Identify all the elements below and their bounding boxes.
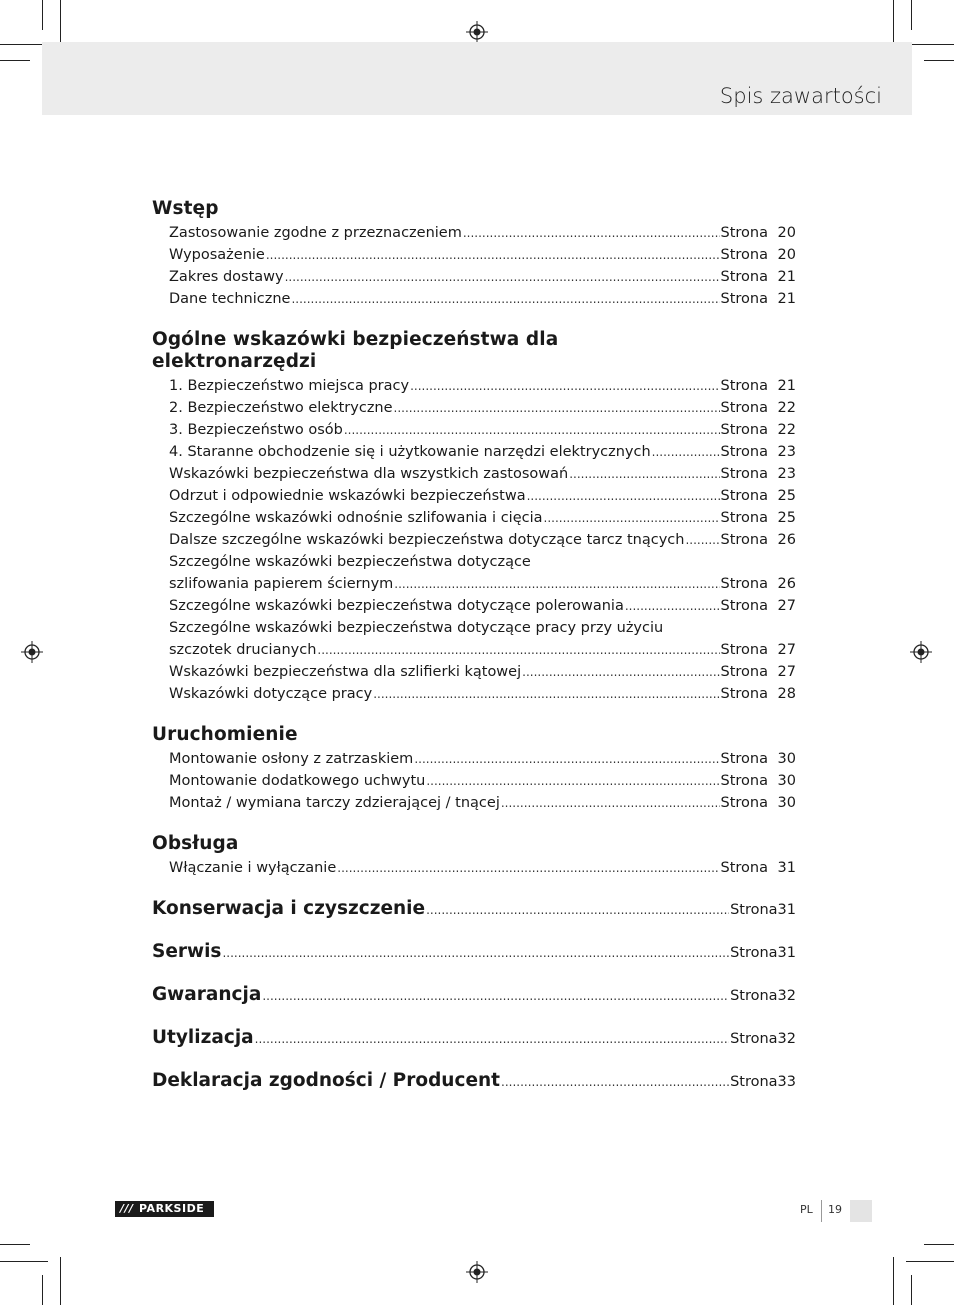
- toc-entry[interactable]: [152, 266, 796, 288]
- page-label: Strona: [720, 400, 768, 416]
- toc-entry[interactable]: [152, 222, 796, 244]
- page-number: 31: [777, 860, 796, 876]
- crop-mark: [60, 0, 61, 48]
- page-label: Strona: [720, 598, 768, 614]
- page-number-footer: 19: [828, 1203, 842, 1216]
- page-label: Strona: [720, 510, 768, 526]
- leader-dots: [344, 419, 720, 441]
- leader-dots: [501, 792, 720, 814]
- toc-entry[interactable]: [152, 507, 796, 529]
- toc-entry[interactable]: [152, 375, 796, 397]
- entry-title: Włączanie i wyłączanie: [169, 860, 337, 876]
- entry-title: 2. Bezpieczeństwo elektryczne: [169, 400, 393, 416]
- page-number: 31: [777, 902, 796, 918]
- page-number: 25: [777, 488, 796, 504]
- entry-title: Wskazówki bezpieczeństwa dla wszystkich zastosowań: [169, 466, 569, 482]
- crop-mark: [893, 1257, 894, 1305]
- leader-dots: [501, 1075, 729, 1089]
- toc-entry[interactable]: [152, 748, 796, 770]
- page-label: Strona: [720, 269, 768, 285]
- crop-mark: [0, 1244, 30, 1245]
- leader-dots: [522, 661, 719, 683]
- leader-dots: [291, 288, 719, 310]
- toc-section: [152, 198, 796, 310]
- page-label: Strona: [720, 795, 768, 811]
- page-title: Spis zawartości: [719, 84, 882, 108]
- entry-title: 1. Bezpieczeństwo miejsca pracy: [169, 378, 410, 394]
- language-code: PL: [800, 1203, 813, 1216]
- toc-section: [152, 329, 796, 705]
- page-number: 30: [777, 773, 796, 789]
- toc-heading-entry[interactable]: [152, 984, 796, 1006]
- entry-title: Szczególne wskazówki bezpieczeństwa dotyczące: [169, 554, 531, 570]
- page-number: 28: [777, 686, 796, 702]
- page-label: Strona: [730, 1074, 778, 1090]
- entry-title: Zakres dostawy: [169, 269, 284, 285]
- crop-mark: [42, 1275, 43, 1305]
- leader-dots: [463, 222, 720, 244]
- leader-dots: [262, 989, 729, 1003]
- page-label: Strona: [720, 422, 768, 438]
- toc-section: [152, 833, 796, 879]
- page-label: Strona: [720, 444, 768, 460]
- entry-title: Wskazówki dotyczące pracy: [169, 686, 373, 702]
- toc-entry[interactable]: [152, 792, 796, 814]
- leader-dots: [527, 485, 720, 507]
- page-label: Strona: [720, 773, 768, 789]
- toc-entry[interactable]: [152, 441, 796, 463]
- entry-title: Dalsze szczególne wskazówki bezpieczeństwa dotyczące tarcz tnących: [169, 532, 685, 548]
- toc-entry[interactable]: [152, 770, 796, 792]
- toc-entry[interactable]: [152, 485, 796, 507]
- page-number: 21: [777, 269, 796, 285]
- crop-mark: [60, 1257, 61, 1305]
- toc-entry[interactable]: [152, 661, 796, 683]
- entry-title: Wyposażenie: [169, 247, 265, 263]
- page-label: Strona: [720, 664, 768, 680]
- page-number: 27: [777, 598, 796, 614]
- entry-title: Montowanie osłony z zatrzaskiem: [169, 751, 414, 767]
- footer-divider: [821, 1200, 822, 1222]
- registration-mark-icon: [466, 21, 488, 43]
- page-number: 20: [777, 247, 796, 263]
- entry-title: Zastosowanie zgodne z przeznaczeniem: [169, 225, 462, 241]
- leader-dots: [685, 529, 719, 551]
- toc-entry[interactable]: [152, 397, 796, 419]
- toc-entry[interactable]: [152, 244, 796, 266]
- toc-entry[interactable]: [152, 463, 796, 485]
- section-heading: Wstęp: [152, 198, 219, 219]
- entry-title: Montaż / wymiana tarczy zdzierającej / tnącej: [169, 795, 500, 811]
- entry-title: Szczególne wskazówki bezpieczeństwa dotyczące polerowania: [169, 598, 624, 614]
- page-label: Strona: [720, 532, 768, 548]
- entry-title: Dane techniczne: [169, 291, 291, 307]
- entry-title: Szczególne wskazówki odnośnie szlifowania i cięcia: [169, 510, 543, 526]
- toc-entry[interactable]: [152, 639, 796, 661]
- footer-tab: [850, 1200, 872, 1222]
- crop-mark: [893, 0, 894, 48]
- section-heading: Gwarancja: [152, 984, 262, 1005]
- registration-mark-icon: [21, 641, 43, 663]
- page-label: Strona: [720, 751, 768, 767]
- leader-dots: [426, 770, 719, 792]
- page-label: Strona: [730, 945, 778, 961]
- leader-dots: [337, 857, 719, 879]
- crop-mark: [0, 1261, 48, 1262]
- toc-entry-continued: [152, 551, 796, 573]
- entry-title: szlifowania papierem ściernym: [169, 576, 394, 592]
- crop-mark: [906, 44, 954, 45]
- toc-entry[interactable]: [152, 683, 796, 705]
- entry-title: 4. Staranne obchodzenie się i użytkowanie narzędzi elektrycznych: [169, 444, 651, 460]
- toc-heading-entry[interactable]: [152, 898, 796, 920]
- page-label: Strona: [720, 642, 768, 658]
- page-number: 27: [777, 664, 796, 680]
- page-number: 30: [777, 751, 796, 767]
- leader-dots: [373, 683, 719, 705]
- toc-heading-entry[interactable]: [152, 1070, 796, 1092]
- toc-entry[interactable]: [152, 419, 796, 441]
- toc-entry[interactable]: [152, 529, 796, 551]
- page-number: 27: [777, 642, 796, 658]
- crop-mark: [924, 60, 954, 61]
- page-label: Strona: [720, 247, 768, 263]
- page-number: 31: [777, 945, 796, 961]
- page-label: Strona: [720, 488, 768, 504]
- page-number: 26: [777, 532, 796, 548]
- page-label: Strona: [730, 1031, 778, 1047]
- page-label: Strona: [720, 860, 768, 876]
- leader-dots: [625, 595, 720, 617]
- crop-mark: [42, 0, 43, 30]
- crop-mark: [924, 1244, 954, 1245]
- section-heading: Konserwacja i czyszczenie: [152, 898, 426, 919]
- leader-dots: [426, 903, 729, 917]
- crop-mark: [0, 60, 30, 61]
- section-heading: Utylizacja: [152, 1027, 254, 1048]
- entry-title: Wskazówki bezpieczeństwa dla szlifierki kątowej: [169, 664, 522, 680]
- page-label: Strona: [720, 466, 768, 482]
- crop-mark: [906, 1261, 954, 1262]
- page-number: 21: [777, 291, 796, 307]
- page-number: 23: [777, 444, 796, 460]
- entry-title: Montowanie dodatkowego uchwytu: [169, 773, 426, 789]
- page-number: 32: [777, 1031, 796, 1047]
- leader-dots: [544, 507, 720, 529]
- page-number: 21: [777, 378, 796, 394]
- crop-mark: [0, 44, 48, 45]
- entry-title: Szczególne wskazówki bezpieczeństwa dotyczące pracy przy użyciu: [169, 620, 664, 636]
- page-label: Strona: [720, 291, 768, 307]
- page-number: 33: [777, 1074, 796, 1090]
- crop-mark: [911, 0, 912, 30]
- logo-stripes-icon: ///: [120, 1202, 134, 1215]
- leader-dots: [285, 266, 720, 288]
- leader-dots: [652, 441, 720, 463]
- crop-mark: [911, 1275, 912, 1305]
- toc-entry[interactable]: [152, 595, 796, 617]
- registration-mark-icon: [466, 1261, 488, 1283]
- section-heading: Ogólne wskazówki bezpieczeństwa dla elektronarzędzi: [152, 329, 559, 372]
- leader-dots: [394, 573, 719, 595]
- toc-entry-continued: [152, 617, 796, 639]
- leader-dots: [410, 375, 719, 397]
- page-label: Strona: [720, 686, 768, 702]
- toc-section: [152, 724, 796, 814]
- registration-mark-icon: [910, 641, 932, 663]
- page-number: 23: [777, 466, 796, 482]
- leader-dots: [394, 397, 720, 419]
- page-label: Strona: [730, 902, 778, 918]
- section-heading: Deklaracja zgodności / Producent: [152, 1070, 501, 1091]
- section-heading: Uruchomienie: [152, 724, 298, 745]
- page-number: 22: [777, 422, 796, 438]
- toc-entry[interactable]: [152, 288, 796, 310]
- section-heading: Obsługa: [152, 833, 239, 854]
- toc-entry[interactable]: [152, 573, 796, 595]
- page-number: 32: [777, 988, 796, 1004]
- leader-dots: [569, 463, 719, 485]
- section-heading: Serwis: [152, 941, 222, 962]
- toc-heading-entry[interactable]: [152, 1027, 796, 1049]
- entry-title: Odrzut i odpowiednie wskazówki bezpieczeństwa: [169, 488, 526, 504]
- page-number: 26: [777, 576, 796, 592]
- page-label: Strona: [720, 576, 768, 592]
- table-of-contents: [152, 198, 796, 1113]
- page-number: 20: [777, 225, 796, 241]
- entry-title: szczotek drucianych: [169, 642, 317, 658]
- page-number: 30: [777, 795, 796, 811]
- page-label: Strona: [720, 378, 768, 394]
- toc-heading-entry[interactable]: [152, 941, 796, 963]
- page-number: 25: [777, 510, 796, 526]
- leader-dots: [222, 946, 729, 960]
- leader-dots: [255, 1032, 729, 1046]
- leader-dots: [317, 639, 719, 661]
- entry-title: 3. Bezpieczeństwo osób: [169, 422, 343, 438]
- leader-dots: [414, 748, 719, 770]
- toc-entry[interactable]: [152, 857, 796, 879]
- brand-name: PARKSIDE: [139, 1202, 205, 1215]
- leader-dots: [266, 244, 720, 266]
- parkside-logo: [115, 1201, 214, 1217]
- page-label: Strona: [730, 988, 778, 1004]
- page-label: Strona: [720, 225, 768, 241]
- page-number: 22: [777, 400, 796, 416]
